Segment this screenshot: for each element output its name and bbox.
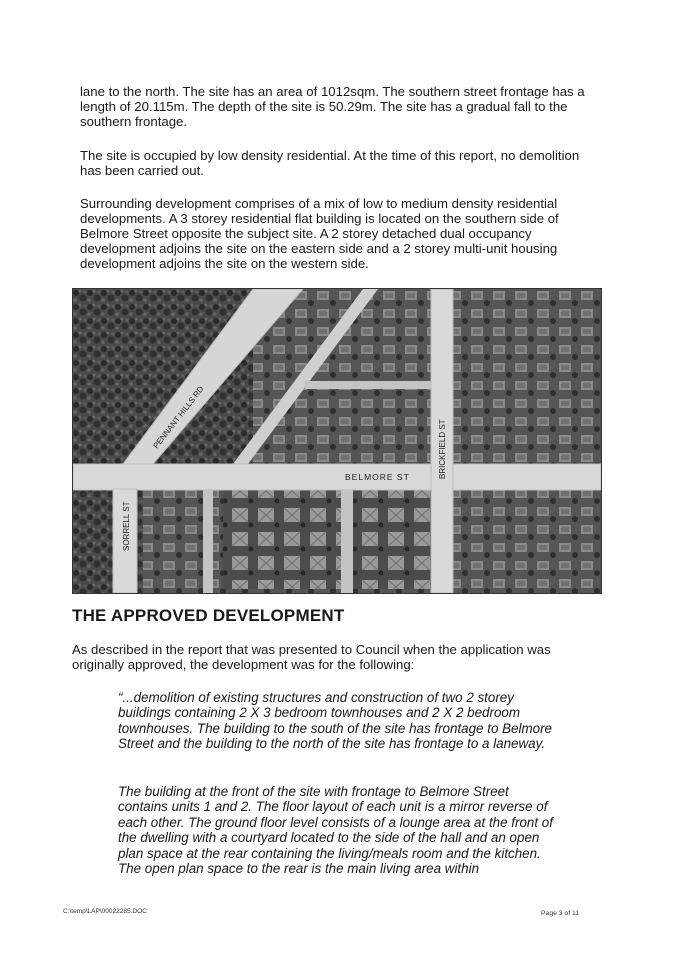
paragraph-site-area: lane to the north. The site has an area of 1012sqm. The southern street frontage has a length of 20.115m. The depth of the site is 50.29m. The site has a gradual fall to the southern frontage. xyxy=(80,84,585,129)
quote-paragraph-2: The building at the front of the site with frontage to Belmore Street contains units 1 and 2. The floor layout of each unit is a mirror reverse of each other. The ground floor level consists of a lounge area at the front of the dwelling with a courtyard located to the side of the hall and an open plan space at the rear containing the living/meals room and the kitchen. The open plan space to the rear is the main living area within xyxy=(118,784,553,877)
map-label-brickfield-st: BRICKFIELD ST xyxy=(438,419,447,479)
footer-page-number: Page 3 of 11 xyxy=(541,910,580,917)
section-intro: As described in the report that was presented to Council when the application was originally approved, the development was for the following: xyxy=(72,642,551,672)
paragraph-surrounding: Surrounding development comprises of a mix of low to medium density residential developments. A 3 storey residential flat building is located on the southern side of Belmore Street opposite the subject site. A 2 storey detached dual occupancy development adjoins the site on the eastern side and a 2 storey multi-unit housing development adjoins the site on the western side. xyxy=(80,196,559,271)
footer-file-path: C:\temp\LAP\00022285.DOC xyxy=(63,908,147,915)
quote-paragraph-1: “...demolition of existing structures and construction of two 2 storey buildings containing 2 X 3 bedroom townhouses and 2 X 2 bedroom townhouses. The building to the south of the site has frontage to Belmore Street and the building to the north of the site has frontage to a laneway. xyxy=(118,690,552,752)
section-heading: THE APPROVED DEVELOPMENT xyxy=(72,606,345,625)
map-label-sorrell-st: SORRELL ST xyxy=(122,501,131,551)
map-label-pennant-hills-rd: PENNANT HILLS RD xyxy=(151,384,206,451)
aerial-map xyxy=(72,288,602,594)
paragraph-occupancy: The site is occupied by low density residential. At the time of this report, no demolition has been carried out. xyxy=(80,148,580,178)
map-label-belmore-st: BELMORE ST xyxy=(345,472,410,482)
